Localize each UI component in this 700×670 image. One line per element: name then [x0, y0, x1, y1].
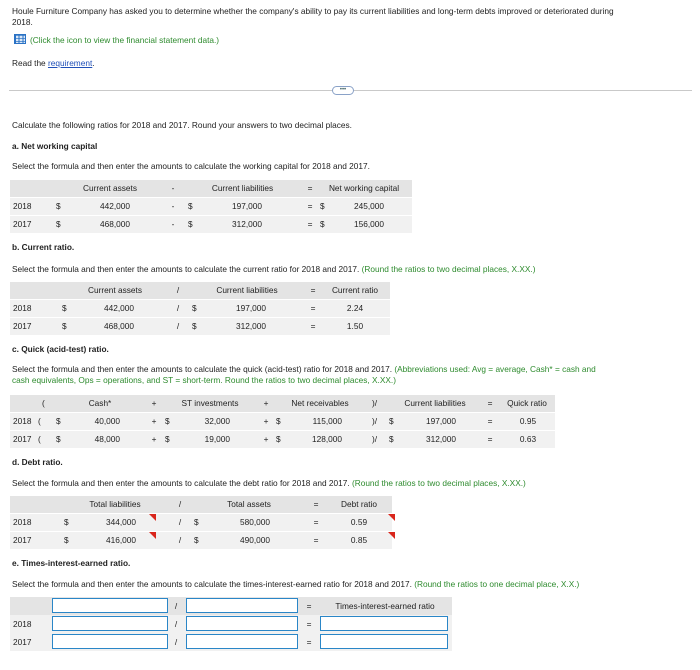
e-2017-numerator-input[interactable]	[52, 634, 168, 649]
b-note: (Round the ratios to two decimal places, X.XX.)	[361, 264, 536, 274]
a-op: -	[171, 219, 175, 229]
section-b-instruction	[12, 264, 535, 274]
c-plus: +	[151, 434, 157, 444]
incorrect-marker-icon	[388, 532, 395, 539]
c-plus: +	[263, 434, 269, 444]
b-2018-current-ratio[interactable]: 2.24	[346, 303, 364, 313]
c-eq: =	[487, 416, 493, 426]
c-lparen: (	[38, 416, 41, 426]
b-eq: =	[310, 321, 316, 331]
d-instruction-text: Select the formula and then enter the amounts to calculate the debt ratio for 2018 and 2017.	[12, 478, 350, 488]
d-2017-total-assets[interactable]: 490,000	[240, 535, 270, 545]
c-col1-label: Cash*	[88, 398, 112, 408]
section-a-instruction: Select the formula and then enter the amounts to calculate the working capital for 2018 and 2017.	[12, 161, 370, 171]
a-dollar: $	[320, 201, 325, 211]
d-note: (Round the ratios to two decimal places, X.XX.)	[351, 478, 526, 488]
c-dollar: $	[165, 434, 170, 444]
b-dollar: $	[192, 303, 197, 313]
d-eq: =	[313, 517, 319, 527]
d-op: /	[178, 517, 182, 527]
a-col1-label: Current assets	[83, 183, 137, 193]
e-op: /	[174, 619, 178, 629]
b-2017-current-liabilities[interactable]: 312,000	[236, 321, 266, 331]
c-dollar: $	[276, 434, 281, 444]
d-op: /	[178, 535, 182, 545]
c-2017-cash[interactable]: 48,000	[94, 434, 120, 444]
c-2017-current-liabilities[interactable]: 312,000	[426, 434, 456, 444]
read-requirement	[12, 58, 95, 68]
c-2017-st-investments[interactable]: 19,000	[204, 434, 230, 444]
c-lparen: (	[38, 434, 41, 444]
c-col2-label: ST investments	[181, 398, 239, 408]
c-plus: +	[263, 416, 269, 426]
b-instruction-text: Select the formula and then enter the amounts to calculate the current ratio for 2018 and 2017.	[12, 264, 360, 274]
d-col2-label: Total assets	[227, 499, 271, 509]
c-2017-quick-ratio[interactable]: 0.63	[519, 434, 537, 444]
c-rdiv-head: )/	[372, 398, 378, 408]
c-2017-net-receivables[interactable]: 128,000	[312, 434, 342, 444]
c-eq-head: =	[487, 398, 493, 408]
e-2017-ratio-input[interactable]	[320, 634, 448, 649]
e-denominator-label-select[interactable]	[186, 598, 298, 613]
d-2018-total-assets[interactable]: 580,000	[240, 517, 270, 527]
e-op-head: /	[174, 601, 178, 611]
a-2017-current-liabilities[interactable]: 312,000	[232, 219, 262, 229]
b-dollar: $	[62, 321, 67, 331]
e-result-label: Times-interest-earned ratio	[335, 601, 435, 611]
a-year-2017: 2017	[13, 219, 32, 229]
main-instruction: Calculate the following ratios for 2018 and 2017. Round your answers to two decimal places.	[12, 120, 352, 130]
c-plus-head: +	[151, 398, 157, 408]
e-note: (Round the ratios to one decimal place, X.X.)	[414, 579, 580, 589]
spreadsheet-icon[interactable]	[14, 34, 26, 44]
e-eq: =	[306, 637, 312, 647]
b-col2-label: Current liabilities	[216, 285, 278, 295]
c-2018-net-receivables[interactable]: 115,000	[312, 416, 342, 426]
d-dollar: $	[64, 535, 69, 545]
d-year-2017: 2017	[13, 535, 32, 545]
d-col1-label: Total liabilities	[89, 499, 141, 509]
a-2018-current-liabilities[interactable]: 197,000	[232, 201, 262, 211]
c-rdiv: )/	[372, 416, 378, 426]
a-dollar: $	[56, 201, 61, 211]
c-lparen-head: (	[42, 398, 45, 408]
section-c-instruction	[12, 364, 596, 374]
d-dollar: $	[64, 517, 69, 527]
intro-text-line2: 2018.	[12, 17, 33, 27]
section-d-instruction	[12, 478, 526, 488]
c-dollar: $	[56, 434, 61, 444]
e-2018-ratio-input[interactable]	[320, 616, 448, 631]
c-dollar: $	[276, 416, 281, 426]
incorrect-marker-icon	[388, 514, 395, 521]
b-year-2017: 2017	[13, 321, 32, 331]
a-dollar: $	[56, 219, 61, 229]
b-op: /	[176, 303, 180, 313]
e-year-2017: 2017	[13, 637, 32, 647]
d-year-2018: 2018	[13, 517, 32, 527]
d-2018-debt-ratio[interactable]: 0.59	[350, 517, 368, 527]
b-eq: =	[310, 303, 316, 313]
b-2018-current-assets[interactable]: 442,000	[104, 303, 134, 313]
a-result-label: Net working capital	[328, 183, 400, 193]
read-prefix: Read the	[12, 58, 48, 68]
b-dollar: $	[192, 321, 197, 331]
a-year-2018: 2018	[13, 201, 32, 211]
financial-data-link[interactable]: (Click the icon to view the financial statement data.)	[30, 35, 220, 45]
c-dollar: $	[165, 416, 170, 426]
c-result-label: Quick ratio	[507, 398, 547, 408]
b-year-2018: 2018	[13, 303, 32, 313]
section-e-instruction	[12, 579, 579, 589]
c-note2: cash equivalents, Ops = operations, and ST = short-term. Round the ratios to two decimal places, X.XX.)	[12, 375, 397, 385]
e-instruction-text: Select the formula and then enter the amounts to calculate the times-interest-earned ratio for 2018 and 2017.	[12, 579, 412, 589]
c-dollar: $	[389, 416, 394, 426]
b-dollar: $	[62, 303, 67, 313]
c-2018-st-investments[interactable]: 32,000	[204, 416, 230, 426]
c-eq: =	[487, 434, 493, 444]
c-year-2017: 2017	[13, 434, 32, 444]
section-a-heading: a. Net working capital	[12, 141, 98, 151]
a-eq: =	[307, 201, 313, 211]
a-eq-head: =	[307, 183, 313, 193]
a-dollar: $	[188, 219, 193, 229]
d-dollar: $	[194, 517, 199, 527]
c-plus-head: +	[263, 398, 269, 408]
d-eq-head: =	[313, 499, 319, 509]
d-eq: =	[313, 535, 319, 545]
c-dollar: $	[389, 434, 394, 444]
d-2017-debt-ratio[interactable]: 0.85	[350, 535, 368, 545]
c-rdiv: )/	[372, 434, 378, 444]
read-period: .	[92, 58, 95, 68]
e-numerator-label-select[interactable]	[52, 598, 168, 613]
d-op-head: /	[178, 499, 182, 509]
b-op: /	[176, 321, 180, 331]
c-2018-current-liabilities[interactable]: 197,000	[426, 416, 456, 426]
e-year-2018: 2018	[13, 619, 32, 629]
d-dollar: $	[194, 535, 199, 545]
e-op: /	[174, 637, 178, 647]
a-col2-label: Current liabilities	[211, 183, 274, 193]
a-2018-net-working-capital[interactable]: 245,000	[354, 201, 384, 211]
incorrect-marker-icon	[149, 514, 156, 521]
b-col1-label: Current assets	[88, 285, 142, 295]
c-2018-cash[interactable]: 40,000	[94, 416, 120, 426]
section-c-heading: c. Quick (acid-test) ratio.	[12, 344, 109, 354]
e-2018-denominator-input[interactable]	[186, 616, 298, 631]
c-col3-label: Net receivables	[291, 398, 349, 408]
section-d-heading: d. Debt ratio.	[12, 457, 63, 467]
e-2018-numerator-input[interactable]	[52, 616, 168, 631]
c-col4-label: Current liabilities	[404, 398, 466, 408]
c-note1: (Abbreviations used: Avg = average, Cash* = cash and	[394, 364, 596, 374]
e-2017-denominator-input[interactable]	[186, 634, 298, 649]
c-year-2018: 2018	[13, 416, 32, 426]
d-result-label: Debt ratio	[341, 499, 377, 509]
intro-text-line1: Houle Furniture Company has asked you to determine whether the company's ability to pay its current liabilities and long-term debts improved or deteriorated during	[12, 6, 614, 16]
c-instruction-text: Select the formula and then enter the amounts to calculate the quick (acid-test) ratio for 2018 and 2017.	[12, 364, 393, 374]
c-dollar: $	[56, 416, 61, 426]
requirement-link[interactable]: requirement	[47, 58, 93, 68]
a-op1: -	[171, 183, 175, 193]
b-op-head: /	[176, 285, 180, 295]
b-2017-current-assets[interactable]: 468,000	[104, 321, 134, 331]
expand-icon[interactable]: •••	[332, 86, 354, 95]
a-2018-current-assets[interactable]: 442,000	[100, 201, 130, 211]
a-dollar: $	[188, 201, 193, 211]
c-2018-quick-ratio[interactable]: 0.95	[519, 416, 537, 426]
b-result-label: Current ratio	[331, 285, 379, 295]
b-2017-current-ratio[interactable]: 1.50	[346, 321, 364, 331]
b-2018-current-liabilities[interactable]: 197,000	[236, 303, 266, 313]
section-e-heading: e. Times-interest-earned ratio.	[12, 558, 131, 568]
e-eq-head: =	[306, 601, 312, 611]
c-plus: +	[151, 416, 157, 426]
b-eq-head: =	[310, 285, 316, 295]
a-eq: =	[307, 219, 313, 229]
a-dollar: $	[320, 219, 325, 229]
a-2017-current-assets[interactable]: 468,000	[100, 219, 130, 229]
section-b-heading: b. Current ratio.	[12, 242, 75, 252]
a-op: -	[171, 201, 175, 211]
a-2017-net-working-capital[interactable]: 156,000	[354, 219, 384, 229]
d-2017-total-liabilities[interactable]: 416,000	[106, 535, 136, 545]
e-eq: =	[306, 619, 312, 629]
d-2018-total-liabilities[interactable]: 344,000	[106, 517, 136, 527]
incorrect-marker-icon	[149, 532, 156, 539]
